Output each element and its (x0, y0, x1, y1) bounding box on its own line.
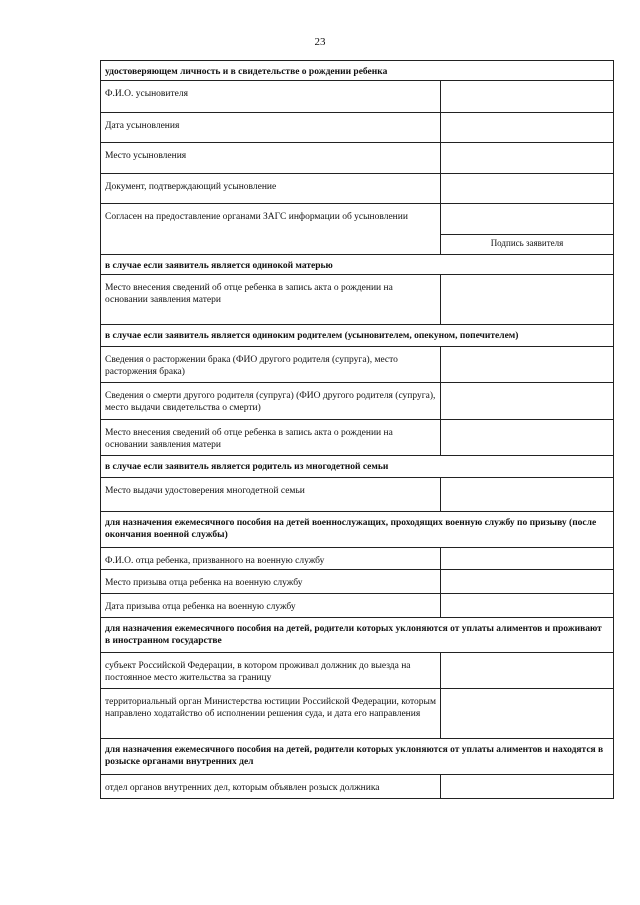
consent-label: Согласен на предоставление органами ЗАГС информации об усыновлении (101, 204, 441, 255)
form-field-row (101, 347, 614, 383)
section-header: для назначения ежемесячного пособия на детей военнослужащих, проходящих военную службу по призыву (после окончания военной службы) (101, 512, 614, 548)
field-label: Документ, подтверждающий усыновление (101, 174, 441, 204)
form-field-row (101, 383, 614, 420)
section-header-row (101, 512, 614, 548)
section-header-row (101, 325, 614, 347)
field-value[interactable] (441, 570, 614, 594)
form-field-row (101, 143, 614, 174)
signature-area (441, 204, 613, 254)
form-field-row (101, 570, 614, 594)
field-value[interactable] (441, 383, 614, 420)
form-field-row (101, 275, 614, 325)
form-field-row (101, 81, 614, 113)
form-field-row (101, 174, 614, 204)
section-header: для назначения ежемесячного пособия на детей, родители которых уклоняются от уплаты алиментов и проживают в иностранном государстве (101, 618, 614, 653)
field-value[interactable] (441, 653, 614, 689)
form-field-row (101, 548, 614, 570)
section-header: в случае если заявитель является одинокой матерью (101, 255, 614, 275)
form-field-row (101, 478, 614, 512)
field-value[interactable] (441, 420, 614, 456)
field-label: Дата усыновления (101, 113, 441, 143)
field-value[interactable] (441, 478, 614, 512)
field-label: Ф.И.О. усыновителя (101, 81, 441, 113)
field-label: Дата призыва отца ребенка на военную службу (101, 594, 441, 618)
signature-field[interactable] (441, 204, 614, 255)
field-value[interactable] (441, 174, 614, 204)
field-label: Место внесения сведений об отце ребенка в запись акта о рождении на основании заявления матери (101, 420, 441, 456)
section-header-row (101, 456, 614, 478)
field-value[interactable] (441, 689, 614, 739)
form-field-row (101, 594, 614, 618)
section-header-row (101, 618, 614, 653)
field-label: Место внесения сведений об отце ребенка в запись акта о рождении на основании заявления матери (101, 275, 441, 325)
field-value[interactable] (441, 81, 614, 113)
field-value[interactable] (441, 113, 614, 143)
field-label: Сведения о расторжении брака (ФИО другого родителя (супруга), место расторжения брака) (101, 347, 441, 383)
section-header: в случае если заявитель является одиноким родителем (усыновителем, опекуном, попечителем) (101, 325, 614, 347)
form-field-row (101, 420, 614, 456)
form-field-row (101, 775, 614, 799)
field-value[interactable] (441, 143, 614, 174)
field-value[interactable] (441, 594, 614, 618)
signature-caption: Подпись заявителя (490, 238, 564, 248)
field-label: субъект Российской Федерации, в котором проживал должник до выезда на постоянное место жительства за границу (101, 653, 441, 689)
form-field-row (101, 689, 614, 739)
field-label: отдел органов внутренних дел, которым объявлен розыск должника (101, 775, 441, 799)
application-form-table (100, 60, 614, 799)
field-label: территориальный орган Министерства юстиции Российской Федерации, которым направлено ходатайство об исполнении решения суда, и дата его направления (101, 689, 441, 739)
field-label: Сведения о смерти другого родителя (супруга) (ФИО другого родителя (супруга), место выдачи свидетельства о смерти) (101, 383, 441, 420)
field-value[interactable] (441, 275, 614, 325)
field-label: Место призыва отца ребенка на военную службу (101, 570, 441, 594)
section-header: удостоверяющем личность и в свидетельстве о рождении ребенка (101, 61, 614, 81)
form-field-row (101, 113, 614, 143)
section-header-row (101, 61, 614, 81)
field-label: Место выдачи удостоверения многодетной семьи (101, 478, 441, 512)
field-label: Ф.И.О. отца ребенка, призванного на военную службу (101, 548, 441, 570)
section-header: для назначения ежемесячного пособия на детей, родители которых уклоняются от уплаты алиментов и находятся в розыске органами внутренних дел (101, 739, 614, 775)
section-header: в случае если заявитель является родитель из многодетной семьи (101, 456, 614, 478)
section-header-row (101, 255, 614, 275)
signature-line (441, 234, 613, 235)
field-value[interactable] (441, 775, 614, 799)
field-value[interactable] (441, 347, 614, 383)
form-field-row (101, 653, 614, 689)
section-header-row (101, 739, 614, 775)
page-number: 23 (314, 36, 326, 48)
form-field-row (101, 204, 614, 255)
field-label: Место усыновления (101, 143, 441, 174)
field-value[interactable] (441, 548, 614, 570)
